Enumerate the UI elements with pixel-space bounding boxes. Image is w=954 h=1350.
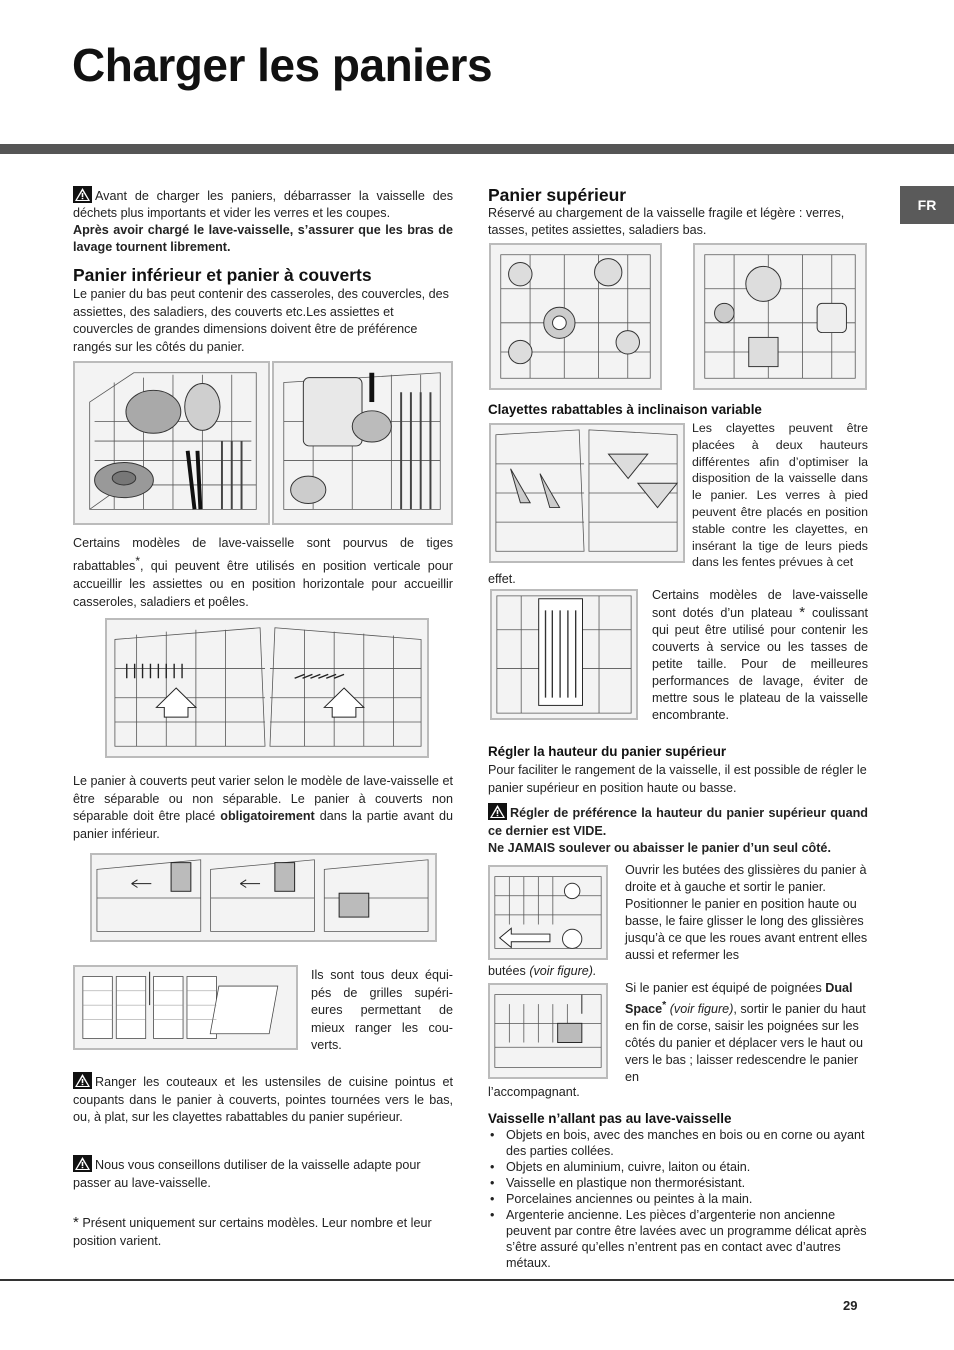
dual-star: * — [662, 999, 667, 1011]
dual-text-b: , sortir le panier du haut en fin de corse, saisir les poignées sur les côtés du panier et déplacer vers le haut ou vers le bas ; laisser redescendre le panier en — [625, 1002, 866, 1085]
not-dishwasher-safe-list — [488, 1127, 868, 1271]
lower-basket-image-2 — [272, 361, 453, 525]
cutlery-grids-image — [73, 965, 298, 1050]
intro-bold: Après avoir chargé le lave-vaisselle, s’assurer que les bras de lavage tournent librement. — [73, 223, 453, 254]
tray-star: * — [799, 604, 806, 621]
shelves-text-end: effet. — [488, 572, 516, 586]
warning-icon — [73, 186, 92, 203]
cutlery-block — [73, 773, 453, 843]
grids-text: Ils sont tous deux équipés de grilles supérieures permettant de mieux ranger les couverts. — [311, 968, 453, 1052]
height-warning-block — [488, 803, 868, 858]
tray-image — [490, 589, 638, 720]
dual-bold: Dual Space — [625, 981, 853, 1017]
language-tab: FR — [900, 186, 954, 224]
tray-text-a: Certains modèles de lave-vaisselle sont dotés d’un plateau — [652, 588, 868, 620]
advice-text: Nous vous conseillons dutiliser de la vaisselle adapte pour passer au lave-vaisselle. — [73, 1158, 421, 1190]
lower-basket-heading: Panier inférieur et panier à couverts — [73, 265, 372, 285]
list-item: • Porcelaines anciennes ou peintes à la main. — [488, 1191, 868, 1207]
header-rule — [0, 144, 954, 154]
page-number: 29 — [843, 1298, 858, 1313]
list-item: • Argenterie ancienne. Les pièces d’argenterie non ancienne peuvent par contre être lavées avec un programme délicat après s’être assuré qu’elles n’entrent pas en contact avec d’autres métaux. — [488, 1207, 868, 1271]
upper-basket-heading: Panier supérieur — [488, 185, 627, 205]
warning-icon — [488, 803, 507, 820]
stops-text: Ouvrir les butées des glissières du panier à droite et à gauche et sortir le panier. Positionner le panier en position haute ou basse, le faire glisser le long des glissières jusqu’à ce que les roues avant entrent elles aussi et refermer les — [625, 863, 868, 962]
knives-text: Ranger les couteaux et les ustensiles de cuisine pointus et coupants dans le panier à couverts, pointes tournées vers le bas, ou, à plat, sur les clayettes rabattables du panier supérieur. — [73, 1075, 453, 1124]
shelves-image — [489, 423, 685, 563]
cutlery-text-a: Le panier à couverts peut varier selon le modèle de lave-vaisselle et être séparable ou non séparable. Le panier à couverts non séparable doit être placé — [73, 774, 453, 823]
tiges-block — [73, 534, 453, 611]
list-item: • Objets en bois, avec des manches en bois ou en corne ou ayant des parties collées. — [488, 1127, 868, 1159]
height-warn-bold: Régler de préférence la hauteur du panier supérieur quand ce dernier est VIDE. — [488, 806, 868, 838]
dual-figure: (voir figure) — [669, 1002, 734, 1017]
tray-block — [652, 587, 868, 724]
upper-basket-image-1 — [489, 243, 662, 390]
tray-text-b: coulissant qui peut être utilisé pour contenir les couverts à service ou les tasses de petite taille. Pour de meilleures performances de lavage, éviter de mettre sous le plateau de la vaisselle encombrante. — [652, 606, 869, 722]
warning-icon — [73, 1072, 92, 1089]
height-never-bold: Ne JAMAIS soulever ou abaisser le panier d’un seul côté. — [488, 841, 831, 855]
height-heading: Régler la hauteur du panier supérieur — [488, 744, 727, 759]
footnote — [73, 1214, 453, 1250]
page-title: Charger les paniers — [72, 39, 493, 91]
footnote-text: Présent uniquement sur certains modèles. Leur nombre et leur position varient. — [73, 1216, 432, 1248]
dual-space-image — [488, 983, 608, 1079]
cutlery-basket-positions-image — [90, 853, 437, 942]
stops-figure: (voir figure). — [529, 964, 597, 978]
tiges-star: * — [135, 554, 140, 568]
height-text: Pour faciliter le rangement de la vaisselle, il est possible de régler le panier supérieur en position haute ou basse. — [488, 763, 867, 795]
knives-block — [73, 1072, 453, 1127]
footnote-star: * — [73, 1214, 79, 1231]
not-dishwasher-safe-heading: Vaisselle n’allant pas au lave-vaisselle — [488, 1111, 732, 1126]
list-item: • Vaisselle en plastique non thermorésistant. — [488, 1175, 868, 1191]
upper-basket-text: Réservé au chargement de la vaisselle fragile et légère : verres, tasses, petites assiettes, saladiers bas. — [488, 206, 845, 237]
cutlery-bold: obligatoirement — [220, 809, 315, 823]
stops-end: butées — [488, 964, 526, 978]
cutlery-text-b: dans la partie avant du panier inférieur. — [73, 809, 453, 841]
foldable-tines-image — [105, 618, 429, 758]
basket-stops-image — [488, 865, 608, 960]
tiges-text-a: Certains modèles de lave-vaisselle sont pourvus de tiges rabattables — [73, 536, 453, 574]
upper-basket-image-2 — [693, 243, 867, 390]
shelves-text: Les clayettes peuvent être placées à deux hauteurs différentes afin d’optimiser la disposition de la vaisselle dans le panier. Les verres à pied peuvent être placés en position stable contre les clayettes, en insérant la tige de leurs pieds dans les fentes prévues à cet — [692, 421, 868, 570]
lower-basket-text: Le panier du bas peut contenir des casseroles, des couvercles, des assiettes, des saladiers, des couverts etc.Les assiettes et couvercles de grandes dimensions doivent être de préférence rangés sur les côtés du panier. — [73, 287, 449, 354]
dual-text-a: Si le panier est équipé de poignées — [625, 981, 822, 995]
stops-end-line — [488, 963, 868, 980]
advice-block — [73, 1155, 453, 1192]
lower-basket-image-1 — [73, 361, 270, 525]
tiges-text-b: , qui peuvent être utilisés en position verticale pour accueillir les assiettes ou en position horizontale pour accueillir casseroles, saladiers et poêles. — [73, 559, 453, 610]
intro-text: Avant de charger les paniers, débarrasser la vaisselle des déchets plus importants et vider les verres et les coupes. — [73, 189, 453, 220]
warning-icon — [73, 1155, 92, 1172]
dual-space-block — [625, 980, 868, 1086]
list-item: • Objets en aluminium, cuivre, laiton ou étain. — [488, 1159, 868, 1175]
footer-rule — [0, 1279, 954, 1281]
dual-end: l’accompagnant. — [488, 1085, 580, 1099]
intro-block — [73, 186, 453, 256]
shelves-heading: Clayettes rabattables à inclinaison variable — [488, 402, 762, 417]
